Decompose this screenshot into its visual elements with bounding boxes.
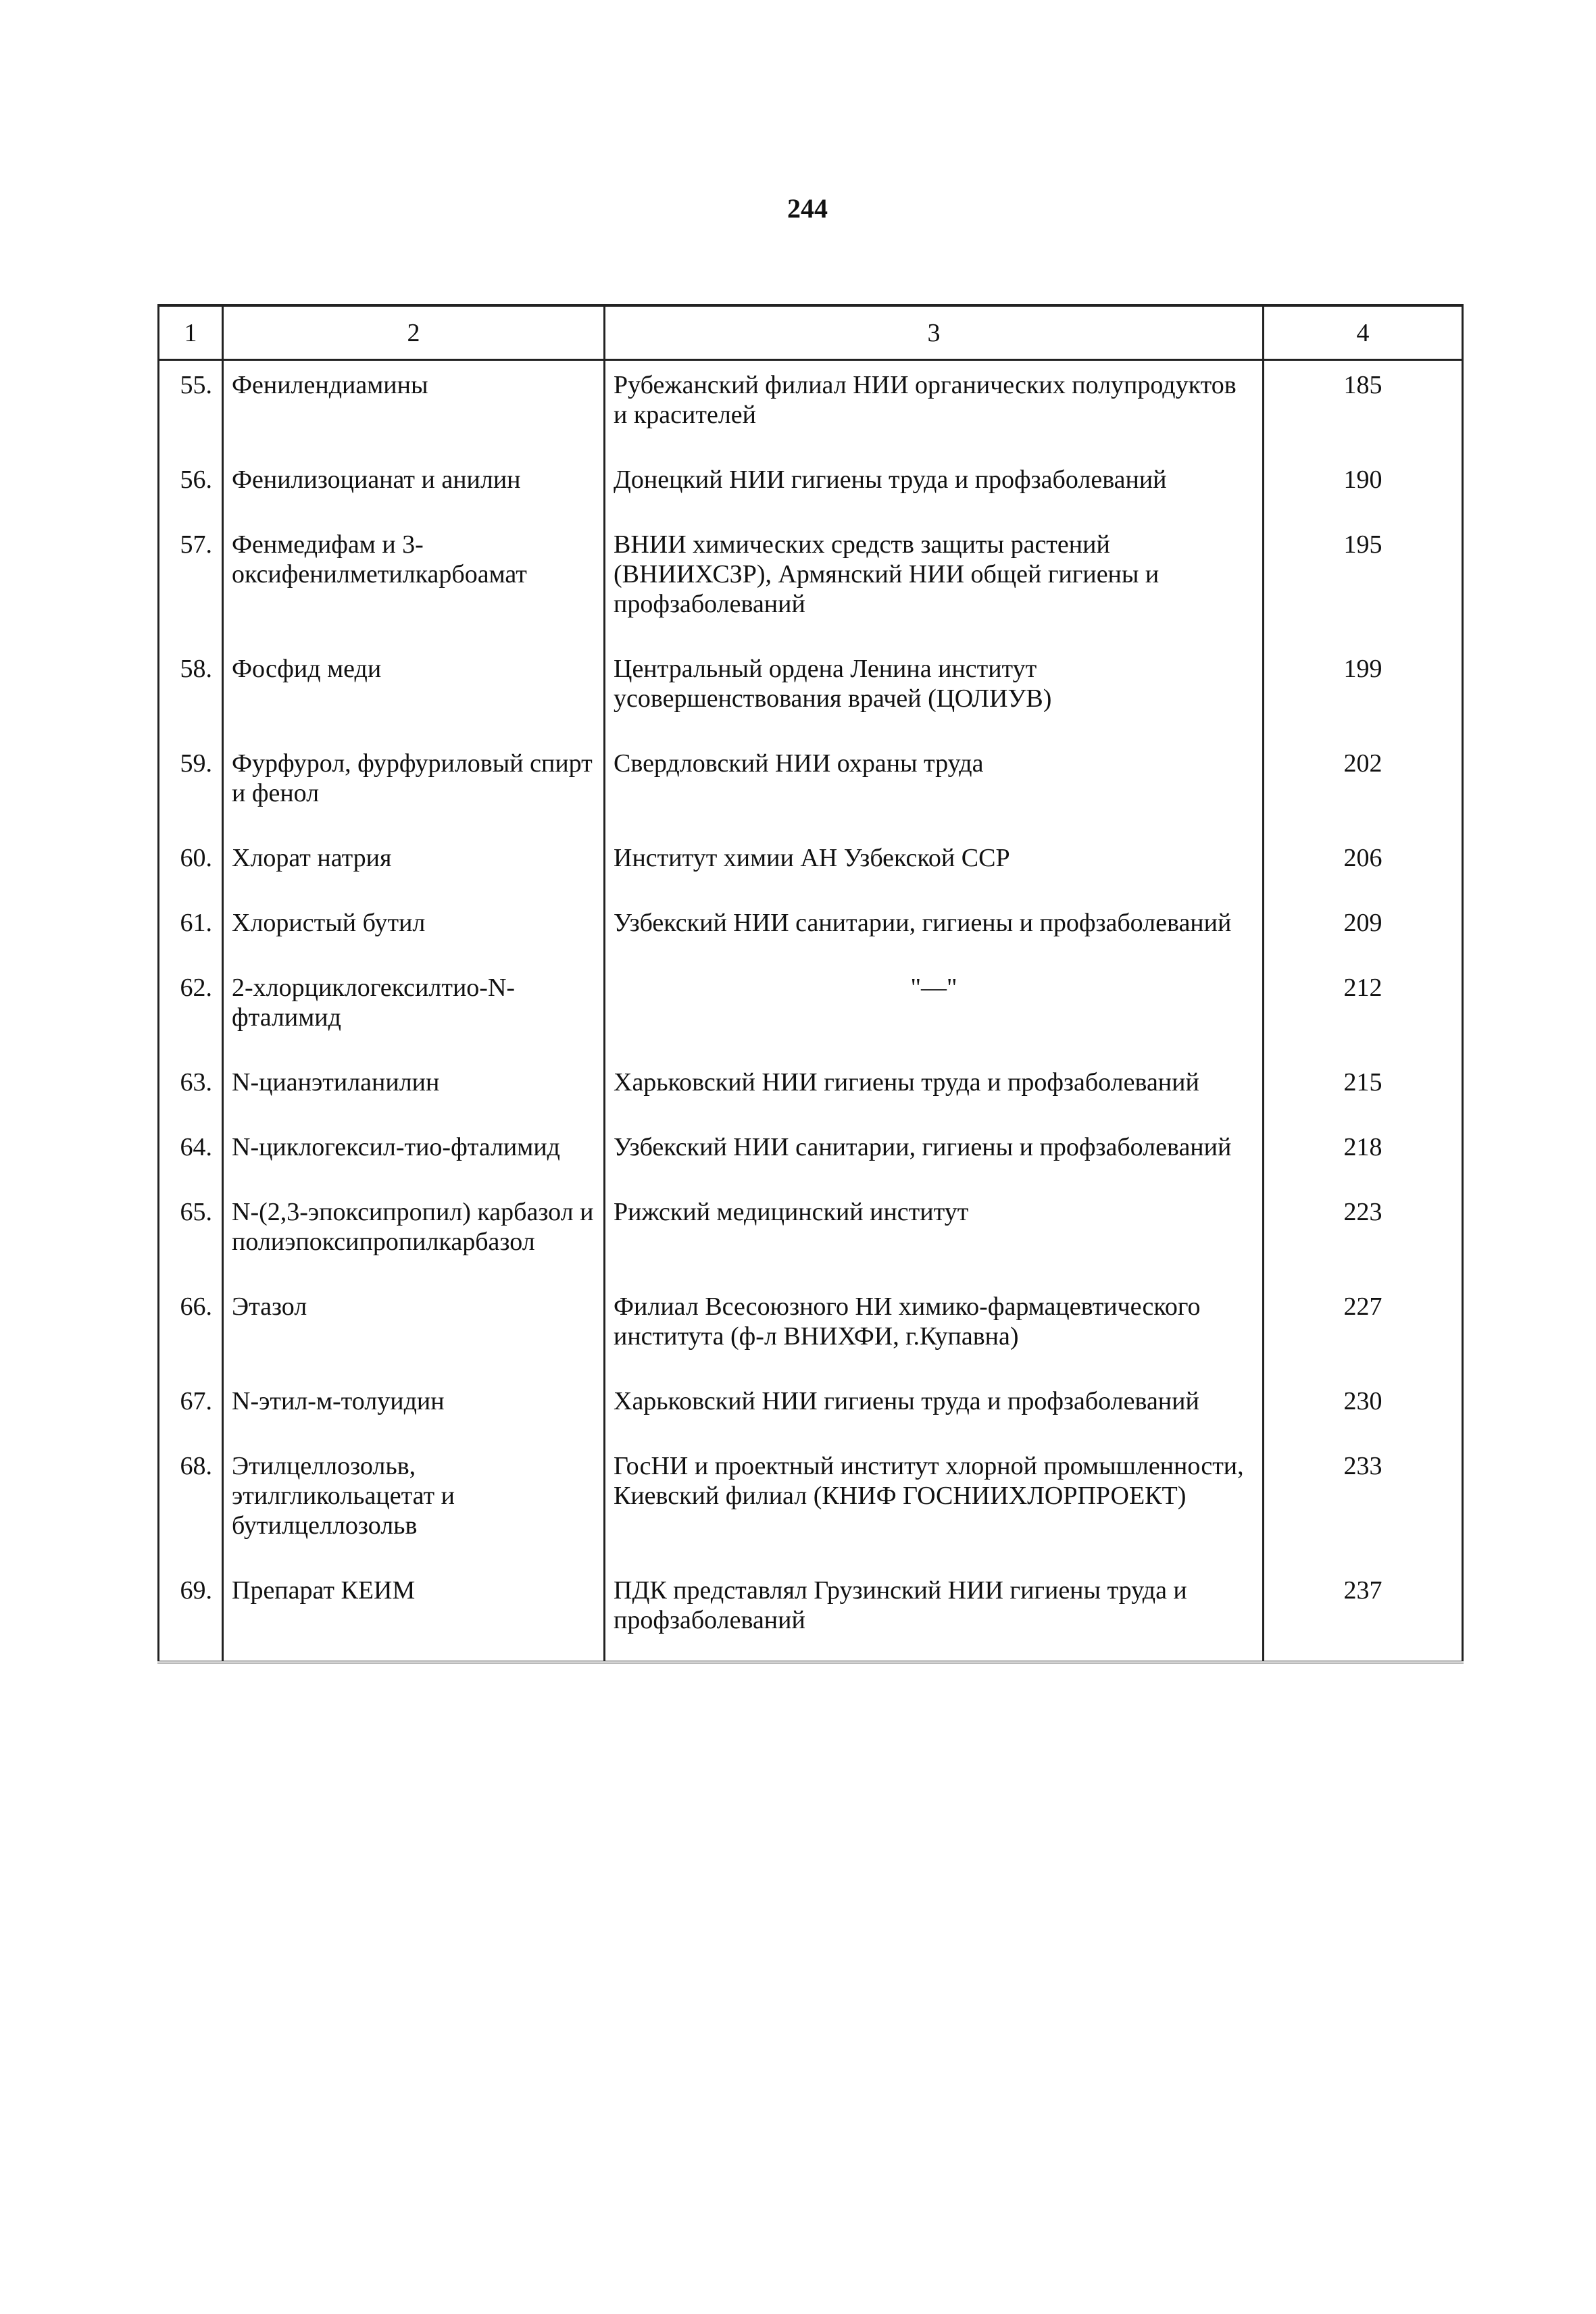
table-row bbox=[159, 1058, 1463, 1123]
institution-name: Рижский медицинский институт bbox=[605, 1188, 1264, 1282]
table-row bbox=[159, 899, 1463, 963]
page-reference: 223 bbox=[1264, 1188, 1463, 1282]
row-number: 58. bbox=[159, 645, 223, 739]
table-row bbox=[159, 1282, 1463, 1377]
institution-name: ВНИИ химических средств защиты растений (ВНИИХСЗР), Армянский НИИ общей гигиены и профзаболеваний bbox=[605, 520, 1264, 645]
page-reference: 215 bbox=[1264, 1058, 1463, 1123]
substance-name: Фурфурол, фурфуриловый спирт и фенол bbox=[223, 739, 605, 834]
institution-name: Центральный ордена Ленина институт усовершенствования врачей (ЦОЛИУВ) bbox=[605, 645, 1264, 739]
table-row bbox=[159, 520, 1463, 645]
row-number: 59. bbox=[159, 739, 223, 834]
institution-name: ГосНИ и проектный институт хлорной промышленности, Киевский филиал (КНИФ ГОСНИИХЛОРПРОЕКТ) bbox=[605, 1442, 1264, 1566]
page-reference: 195 bbox=[1264, 520, 1463, 645]
institution-name: Узбекский НИИ санитарии, гигиены и профзаболеваний bbox=[605, 1123, 1264, 1188]
institution-name: Филиал Всесоюзного НИ химико-фармацевтического института (ф-л ВНИХФИ, г.Купавна) bbox=[605, 1282, 1264, 1377]
substance-name: Хлористый бутил bbox=[223, 899, 605, 963]
table-row bbox=[159, 645, 1463, 739]
row-number: 61. bbox=[159, 899, 223, 963]
substances-table bbox=[157, 304, 1462, 1663]
row-number: 64. bbox=[159, 1123, 223, 1188]
row-number: 68. bbox=[159, 1442, 223, 1566]
page-reference: 230 bbox=[1264, 1377, 1463, 1442]
table-header-row bbox=[159, 305, 1463, 360]
substance-name: Фенмедифам и 3-оксифенилметилкарбоамат bbox=[223, 520, 605, 645]
row-number: 65. bbox=[159, 1188, 223, 1282]
institution-name: Институт химии АН Узбекской ССР bbox=[605, 834, 1264, 899]
row-number: 66. bbox=[159, 1282, 223, 1377]
institution-name: Харьковский НИИ гигиены труда и профзаболеваний bbox=[605, 1058, 1264, 1123]
substance-name: Этазол bbox=[223, 1282, 605, 1377]
institution-name: Узбекский НИИ санитарии, гигиены и профзаболеваний bbox=[605, 899, 1264, 963]
institution-name: Рубежанский филиал НИИ органических полупродуктов и красителей bbox=[605, 360, 1264, 456]
table-row bbox=[159, 455, 1463, 520]
substance-name: N-(2,3-эпоксипропил) карбазол и полиэпоксипропилкарбазол bbox=[223, 1188, 605, 1282]
page-reference: 209 bbox=[1264, 899, 1463, 963]
table-row bbox=[159, 1188, 1463, 1282]
table-row bbox=[159, 1123, 1463, 1188]
table-row bbox=[159, 739, 1463, 834]
page-reference: 237 bbox=[1264, 1566, 1463, 1662]
institution-ditto-mark: "—" bbox=[605, 963, 1264, 1058]
substance-name: 2-хлорциклогексилтио-N-фталимид bbox=[223, 963, 605, 1058]
page-reference: 227 bbox=[1264, 1282, 1463, 1377]
row-number: 69. bbox=[159, 1566, 223, 1662]
table-row bbox=[159, 834, 1463, 899]
column-header-3: 3 bbox=[605, 305, 1264, 360]
page-reference: 199 bbox=[1264, 645, 1463, 739]
column-header-4: 4 bbox=[1264, 305, 1463, 360]
table-row bbox=[159, 1442, 1463, 1566]
page-number: 244 bbox=[787, 193, 828, 224]
institution-name: Харьковский НИИ гигиены труда и профзаболеваний bbox=[605, 1377, 1264, 1442]
page-reference: 218 bbox=[1264, 1123, 1463, 1188]
institution-name: ПДК представлял Грузинский НИИ гигиены труда и профзаболеваний bbox=[605, 1566, 1264, 1662]
substance-name: Фенилендиамины bbox=[223, 360, 605, 456]
page-reference: 233 bbox=[1264, 1442, 1463, 1566]
row-number: 62. bbox=[159, 963, 223, 1058]
page-reference: 202 bbox=[1264, 739, 1463, 834]
substance-name: Этилцеллозольв, этилгликольацетат и бутилцеллозольв bbox=[223, 1442, 605, 1566]
institution-name: Свердловский НИИ охраны труда bbox=[605, 739, 1264, 834]
page-reference: 206 bbox=[1264, 834, 1463, 899]
substance-name: N-цианэтиланилин bbox=[223, 1058, 605, 1123]
table-row bbox=[159, 360, 1463, 456]
column-header-2: 2 bbox=[223, 305, 605, 360]
substance-name: Хлорат натрия bbox=[223, 834, 605, 899]
table-row bbox=[159, 963, 1463, 1058]
row-number: 60. bbox=[159, 834, 223, 899]
substance-name: N-этил-м-толуидин bbox=[223, 1377, 605, 1442]
row-number: 55. bbox=[159, 360, 223, 456]
row-number: 63. bbox=[159, 1058, 223, 1123]
institution-name: Донецкий НИИ гигиены труда и профзаболеваний bbox=[605, 455, 1264, 520]
substance-name: Фосфид меди bbox=[223, 645, 605, 739]
row-number: 56. bbox=[159, 455, 223, 520]
substance-name: Препарат КЕИМ bbox=[223, 1566, 605, 1662]
substance-name: N-циклогексил-тио-фталимид bbox=[223, 1123, 605, 1188]
page-reference: 185 bbox=[1264, 360, 1463, 456]
page-reference: 212 bbox=[1264, 963, 1463, 1058]
row-number: 57. bbox=[159, 520, 223, 645]
table-row bbox=[159, 1566, 1463, 1662]
substance-name: Фенилизоцианат и анилин bbox=[223, 455, 605, 520]
page-reference: 190 bbox=[1264, 455, 1463, 520]
table-row bbox=[159, 1377, 1463, 1442]
column-header-1: 1 bbox=[159, 305, 223, 360]
row-number: 67. bbox=[159, 1377, 223, 1442]
